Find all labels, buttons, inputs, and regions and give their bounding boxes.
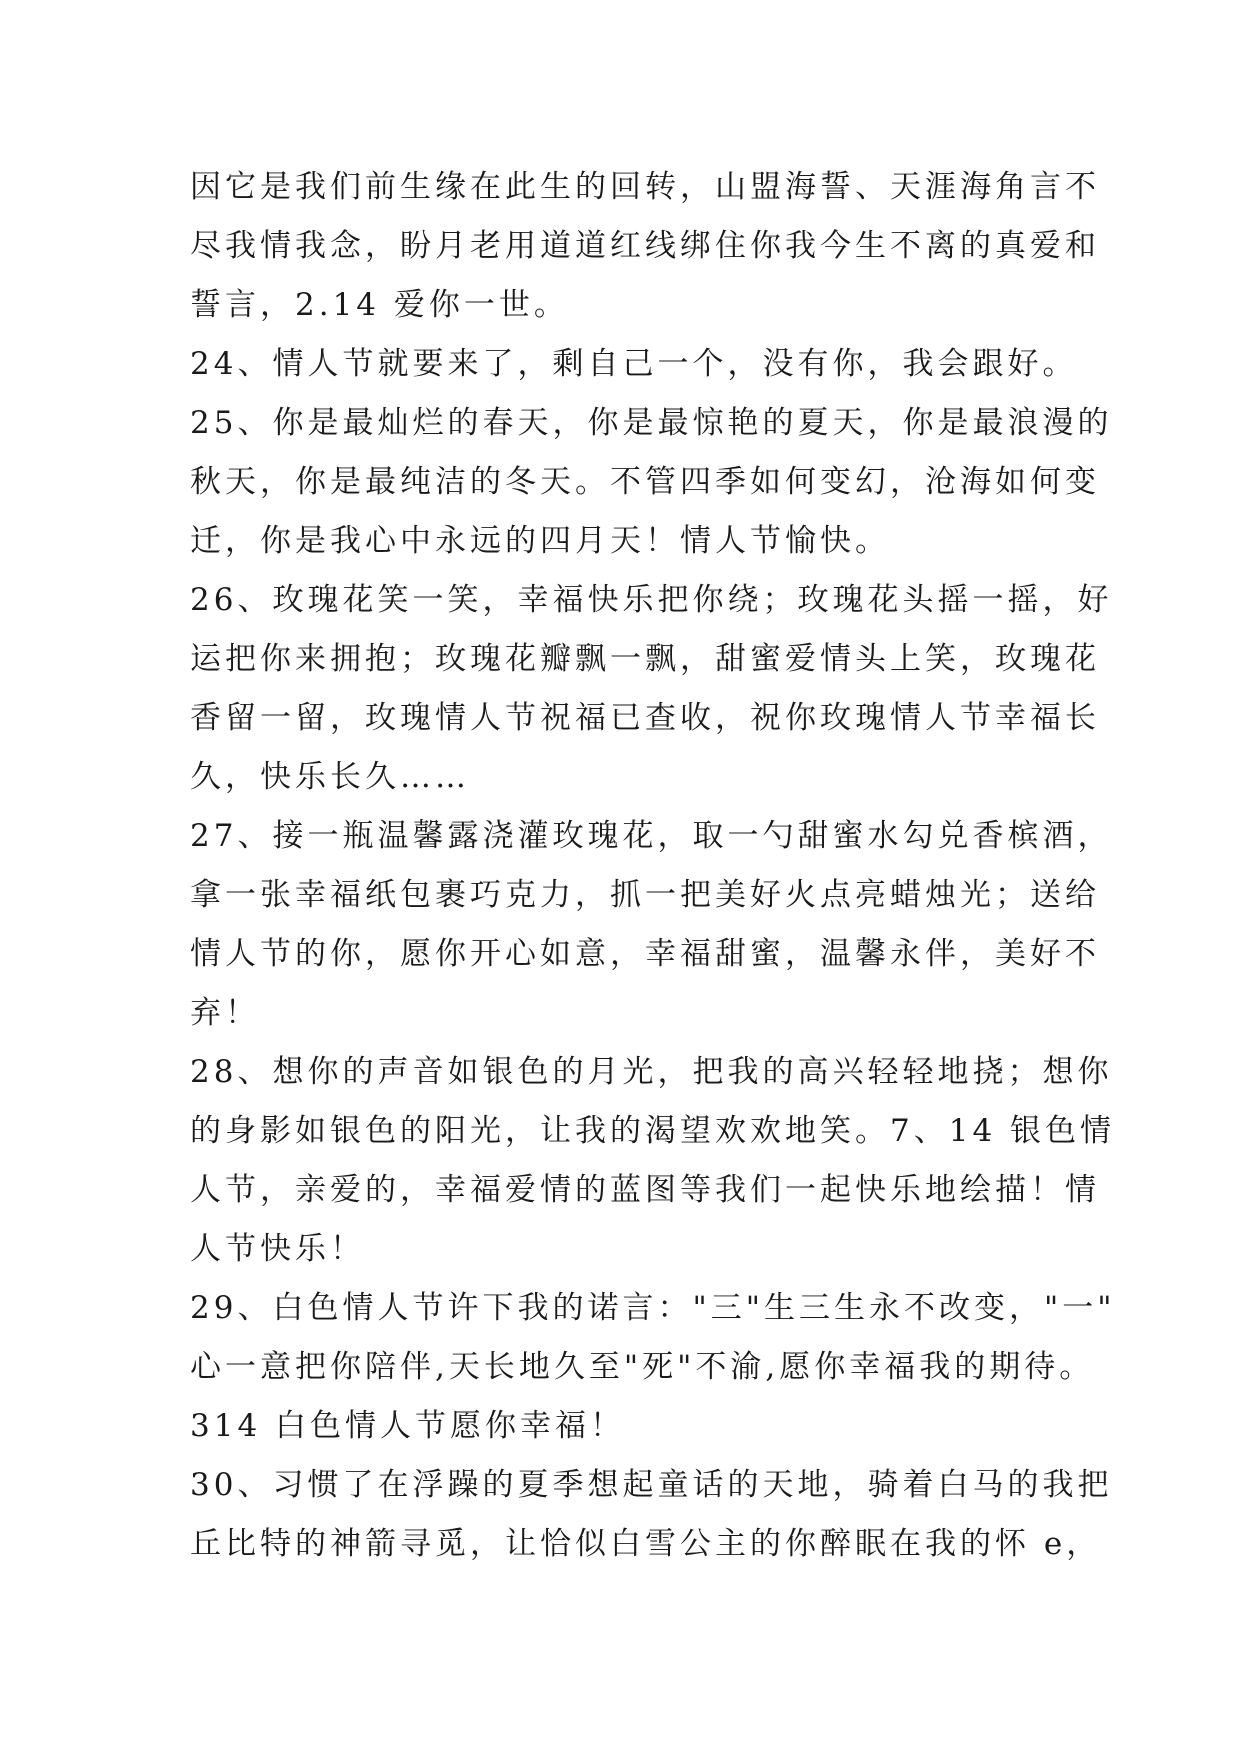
text-line: 弃！ [190, 995, 260, 1031]
text-line: 314 白色情人节愿你幸福！ [190, 1408, 626, 1444]
text-line: 久，快乐长久…… [190, 759, 470, 795]
text-line: 秋天，你是最纯洁的冬天。不管四季如何变幻，沧海如何变 [190, 464, 1100, 500]
text-line: 情人节的你，愿你开心如意，幸福甜蜜，温馨永伴，美好不 [190, 936, 1100, 972]
text-line: 拿一张幸福纸包裹巧克力，抓一把美好火点亮蜡烛光；送给 [190, 877, 1100, 913]
text-line: 30、习惯了在浮躁的夏季想起童话的天地，骑着白马的我把 [190, 1467, 1113, 1503]
text-line: 香留一留，玫瑰情人节祝福已查收，祝你玫瑰情人节幸福长 [190, 700, 1100, 736]
text-line: 迁，你是我心中永远的四月天！情人节愉快。 [190, 523, 890, 559]
text-line: 心一意把你陪伴,天长地久至"死"不渝,愿你幸福我的期待。 [190, 1349, 1095, 1385]
text-line: 25、你是最灿烂的春天，你是最惊艳的夏天，你是最浪漫的 [190, 405, 1113, 441]
text-line: 誓言，2.14 爱你一世。 [190, 287, 569, 323]
text-line: 27、接一瓶温馨露浇灌玫瑰花，取一勺甜蜜水勾兑香槟酒， [190, 818, 1113, 854]
text-line: 28、想你的声音如银色的月光，把我的高兴轻轻地挠；想你 [190, 1054, 1113, 1090]
text-line: 运把你来拥抱；玫瑰花瓣飘一飘，甜蜜爱情头上笑，玫瑰花 [190, 641, 1100, 677]
text-line: 因它是我们前生缘在此生的回转，山盟海誓、天涯海角言不 [190, 169, 1100, 205]
text-line: 26、玫瑰花笑一笑，幸福快乐把你绕；玫瑰花头摇一摇，好 [190, 582, 1113, 618]
text-line: 人节快乐！ [190, 1231, 365, 1267]
document-body [190, 158, 1116, 1574]
text-line: 人节，亲爱的，幸福爱情的蓝图等我们一起快乐地绘描！情 [190, 1172, 1100, 1208]
text-line: 丘比特的神箭寻觅，让恰似白雪公主的你醉眠在我的怀 e， [190, 1526, 1102, 1562]
text-line: 24、情人节就要来了，剩自己一个，没有你，我会跟好。 [190, 346, 1078, 382]
text-line: 的身影如银色的阳光，让我的渴望欢欢地笑。7、14 银色情 [190, 1113, 1116, 1149]
text-line: 29、白色情人节许下我的诺言："三"生三生永不改变，"一" [190, 1290, 1116, 1326]
text-line: 尽我情我念，盼月老用道道红线绑住你我今生不离的真爱和 [190, 228, 1100, 264]
